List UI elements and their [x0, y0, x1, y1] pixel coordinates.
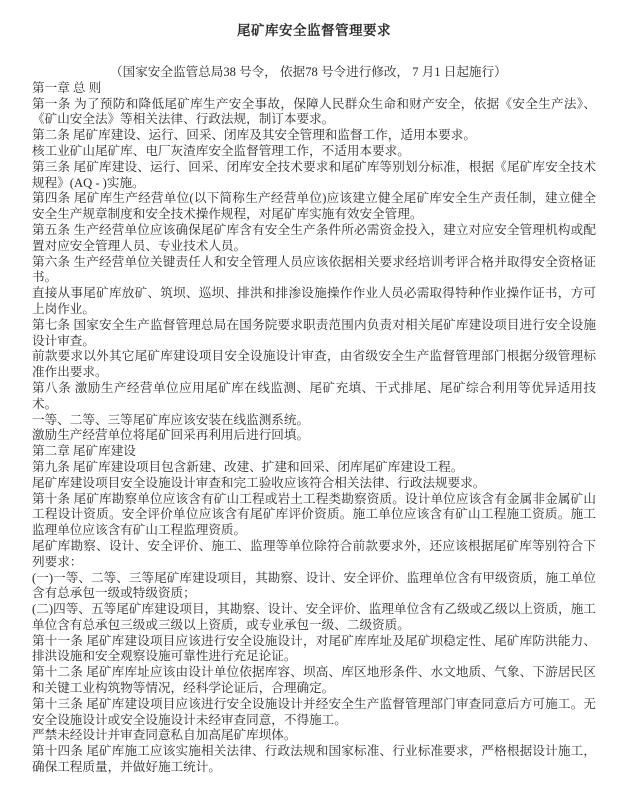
chapter-heading: 第二章 尾矿库建设: [32, 444, 136, 459]
document-paragraph: 严禁未经设计并审查同意私自加高尾矿库坝体。: [32, 728, 297, 743]
document-paragraph: (二)四等、五等尾矿库建设项目，其勘察、设计、安全评价、监理单位含有乙级或乙级以上资质，施工单位含有总承包三级或三级以上资质，或专业承包一级、二级资质。: [32, 602, 596, 632]
document-paragraph: 第十一条 尾矿库建设项目应该进行安全设施设计，对尾矿库库址及尾矿坝稳定性、尾矿库防洪能力、排洪设施和安全观察设施可靠性进行充足论证。: [32, 633, 596, 664]
document-paragraph: 第十条 尾矿库勘察单位应该含有矿山工程或岩土工程类勘察资质。设计单位应该含有金属非金属矿山工程设计资质。安全评价单位应该含有尾矿库评价资质。施工单位应该含有矿山工程施工资质。施工监理单位应该含有矿山工程监理资质。: [32, 491, 596, 538]
document-paragraph: 第八条 激励生产经营单位应用尾矿库在线监测、尾矿充填、干式排尾、尾矿综合利用等优异适用技术。: [32, 380, 596, 411]
document-paragraph: 第七条 国家安全生产监督管理总局在国务院要求职责范围内负责对相关尾矿库建设项目进行安全设施设计审查。: [32, 317, 596, 348]
document-title: 尾矿库安全监督管理要求: [237, 23, 391, 38]
document-paragraph: 第十二条 尾矿库库址应该由设计单位依据库容、坝高、库区地形条件、水文地质、气象、下游居民区和关键工业构筑物等情况，经科学论证后，合理确定。: [32, 665, 596, 696]
document-paragraph: 激励生产经营单位将尾矿回采再利用后进行回填。: [32, 428, 310, 443]
document-paragraph: 第九条 尾矿库建设项目包含新建、改建、扩建和回采、闭库尾矿库建设工程。: [32, 459, 464, 474]
chapter-heading: 第一章 总 则: [32, 80, 102, 95]
document-paragraph: 前款要求以外其它尾矿库建设项目安全设施设计审查，由省级安全生产监督管理部门根据分级管理标准作出要求。: [32, 349, 596, 380]
document-paragraph: 直接从事尾矿库放矿、筑坝、巡坝、排洪和排渗设施操作作业人员必需取得特种作业操作证书，方可上岗作业。: [32, 286, 596, 316]
document-subtitle: （国家安全监管总局38 号令， 依据78 号令进行修改， 7 月1 日起施行）: [110, 65, 507, 79]
document-paragraph: 第四条 尾矿库生产经营单位(以下简称生产经营单位)应该建立健全尾矿库安全生产责任制，建立健全安全生产规章制度和安全技术操作规程，对尾矿库实施有效安全管理。: [32, 191, 596, 222]
document-paragraph: 尾矿库勘察、设计、安全评价、施工、监理等单位除符合前款要求外，还应该根据尾矿库等别符合下列要求：: [32, 538, 596, 569]
document-paragraph: 第三条 尾矿库建设、运行、回采、闭库安全技术要求和尾矿库等别划分标准，根据《尾矿库安全技术规程》(AQ - )实施。: [32, 159, 596, 190]
document-paragraph: 核工业矿山尾矿库、电厂灰渣库安全监督管理工作，不适用本要求。: [32, 143, 410, 158]
document-paragraph: (一)一等、二等、三等尾矿库建设项目，其勘察、设计、安全评价、监理单位含有甲级资质，施工单位含有总承包一级或特级资质；: [32, 570, 596, 601]
document-paragraph: 第六条 生产经营单位关键责任人和安全管理人员应该依据相关要求经培训考评合格并取得安全资格证书。: [32, 254, 596, 285]
document-paragraph: 尾矿库建设项目安全设施设计审查和完工验收应该符合相关法律、行政法规要求。: [32, 475, 486, 490]
document-paragraph: 第十三条 尾矿库建设项目应该进行安全设施设计并经安全生产监督管理部门审查同意后方可施工。无安全设施设计或安全设施设计未经审查同意，不得施工。: [32, 696, 596, 727]
document-paragraph: 第五条 生产经营单位应该确保尾矿库含有安全生产条件所必需资金投入，建立对应安全管理机构或配置对应安全管理人员、专业技术人员。: [32, 222, 596, 253]
document-paragraph: 第十四条 尾矿库施工应该实施相关法律、行政法规和国家标准、行业标准要求，严格根据设计施工，确保工程质量，并做好施工统计。: [32, 744, 596, 775]
document-body: [32, 81, 596, 776]
document-paragraph: 第二条 尾矿库建设、运行、回采、闭库及其安全管理和监督工作，适用本要求。: [32, 128, 476, 143]
document-paragraph: 第一条 为了预防和降低尾矿库生产安全事故，保障人民群众生命和财产安全，依据《安全生产法》、《矿山安全法》等相关法律、行政法规，制订本要求。: [32, 96, 596, 127]
document-paragraph: 一等、二等、三等尾矿库应该安装在线监测系统。: [32, 412, 310, 427]
